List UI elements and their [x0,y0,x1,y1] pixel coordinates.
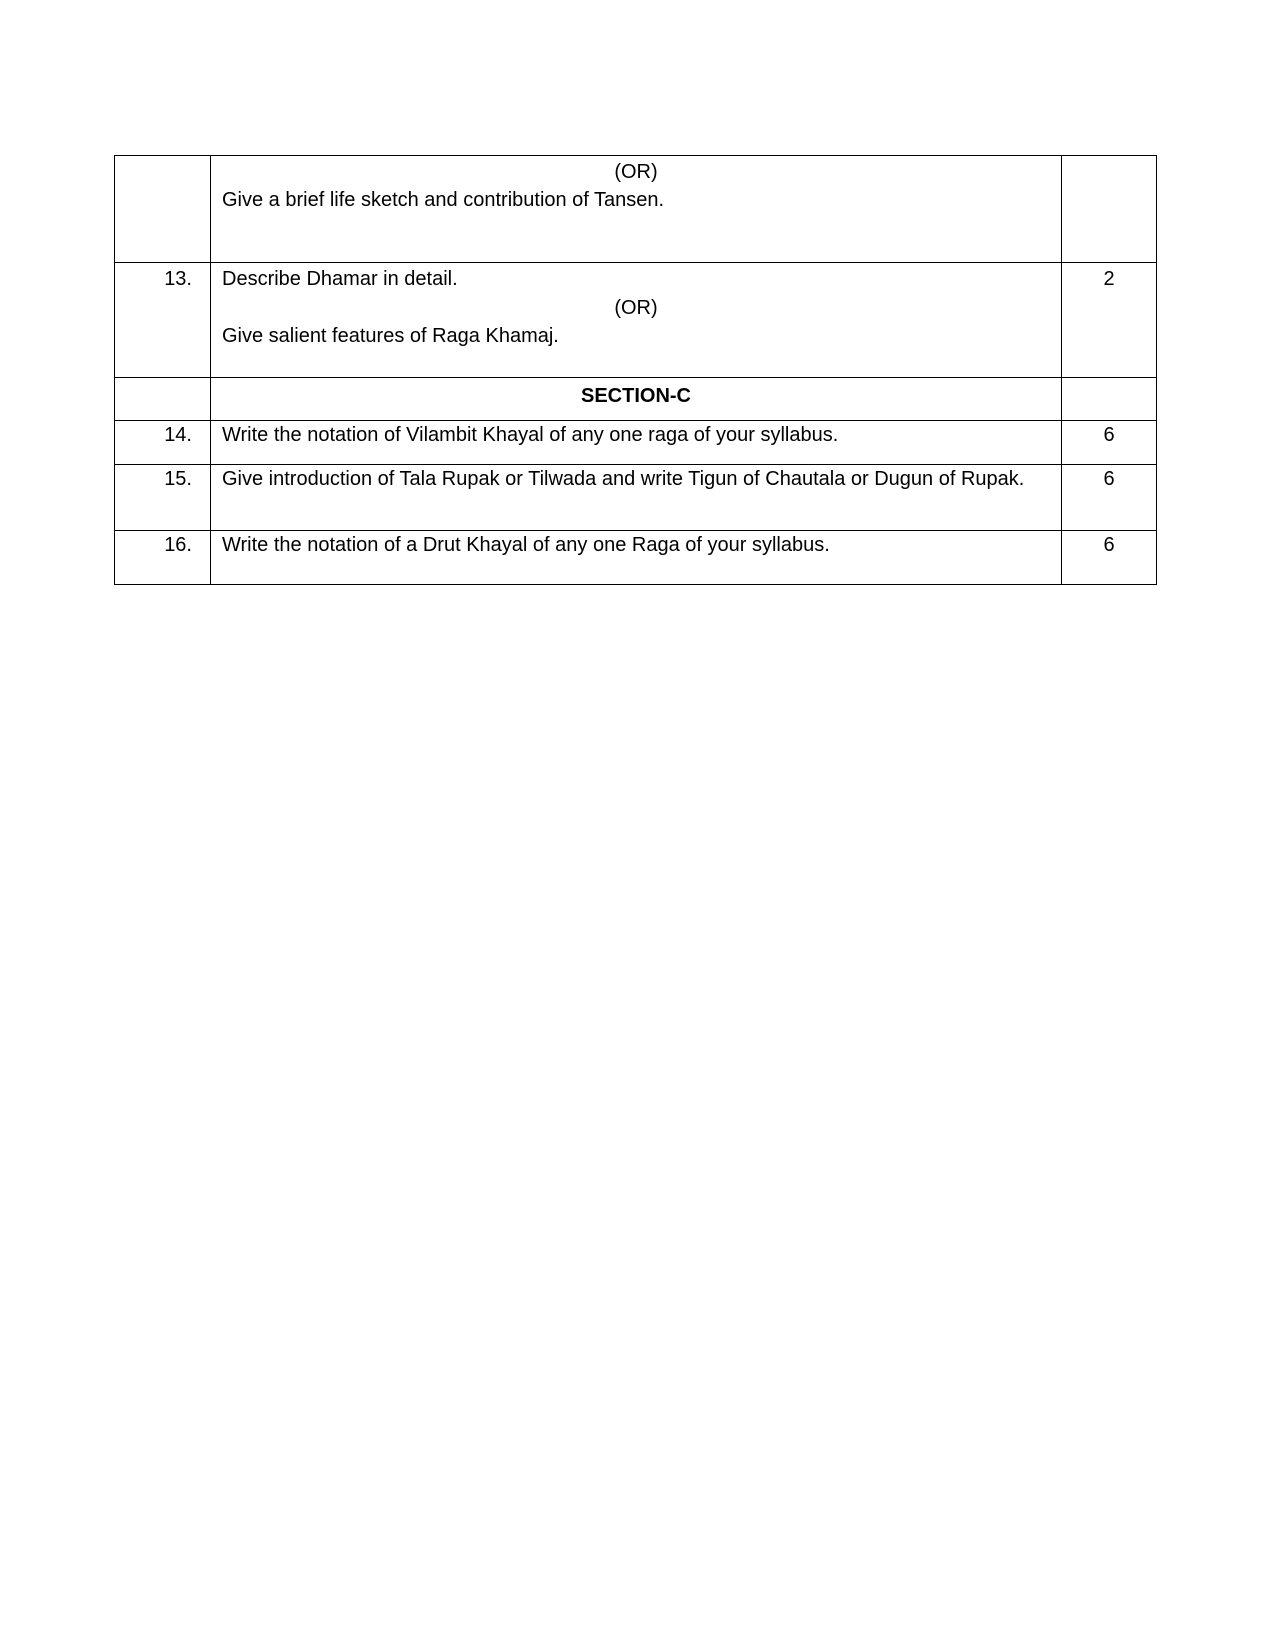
question-text: Give introduction of Tala Rupak or Tilwada and write Tigun of Chautala or Dugun of Rupak. [211,465,1062,531]
question-marks [1062,156,1157,263]
empty-cell [115,378,211,421]
section-title: SECTION-C [211,378,1062,421]
table-row [115,156,1157,263]
table-row [115,465,1157,531]
question-text: Write the notation of Vilambit Khayal of any one raga of your syllabus. [211,421,1062,465]
question-number: 14. [115,421,211,465]
question-marks: 2 [1062,263,1157,378]
section-row [115,378,1157,421]
question-text: Give a brief life sketch and contribution of Tansen. [222,189,665,211]
question-number: 16. [115,531,211,585]
table-row [115,263,1157,378]
question-table [114,155,1157,585]
question-number: 15. [115,465,211,531]
question-marks: 6 [1062,421,1157,465]
empty-cell [1062,378,1157,421]
question-marks: 6 [1062,531,1157,585]
question-text-cell [211,156,1062,263]
or-separator: (OR) [614,297,658,319]
question-text: Describe Dhamar in detail. [222,268,458,290]
table-row [115,421,1157,465]
question-number: 13. [115,263,211,378]
question-number [115,156,211,263]
question-text-cell [211,263,1062,378]
question-text: Write the notation of a Drut Khayal of any one Raga of your syllabus. [211,531,1062,585]
question-marks: 6 [1062,465,1157,531]
table-row [115,531,1157,585]
or-separator: (OR) [614,161,658,183]
question-text-alternative: Give salient features of Raga Khamaj. [222,325,559,347]
